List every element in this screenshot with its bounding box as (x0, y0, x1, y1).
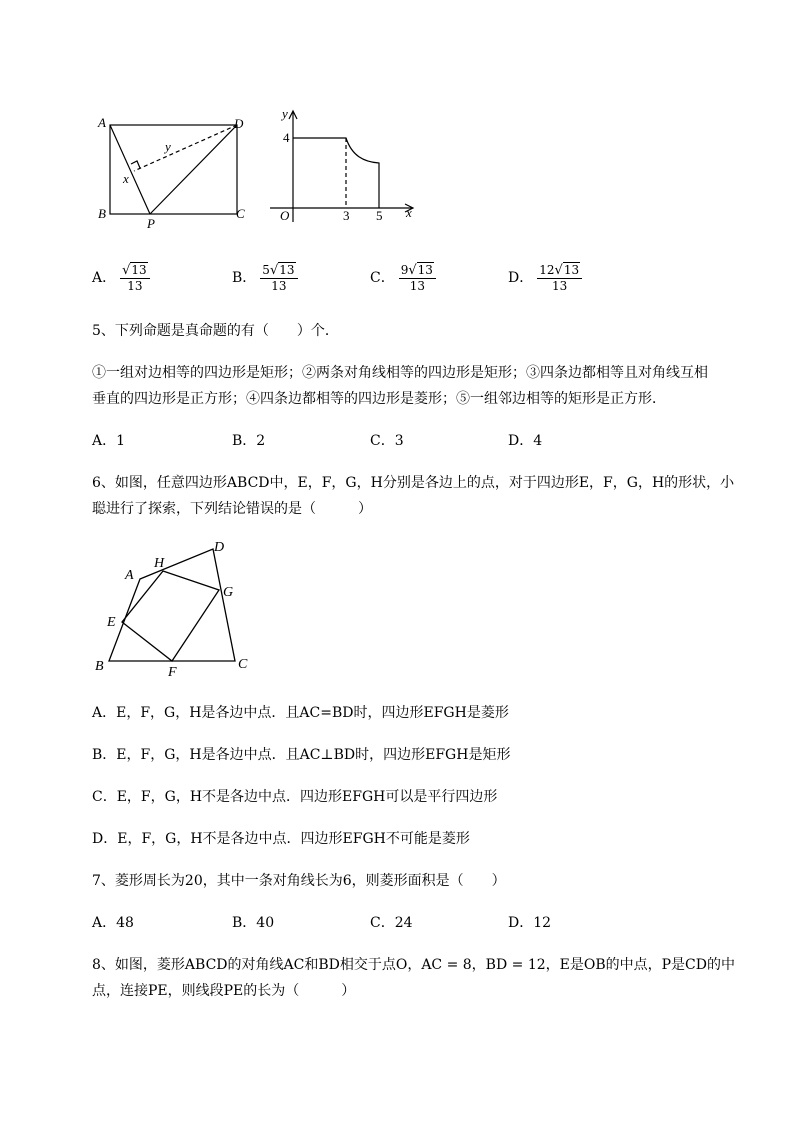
q7-option-d[interactable]: D．12 (508, 915, 552, 931)
graph-label-y: y (282, 106, 288, 121)
q7-option-c[interactable]: C．24 (370, 915, 413, 931)
graph-tick-3: 3 (343, 208, 350, 223)
fraction: 9 √ 13 13 (399, 262, 436, 294)
q4-option-a[interactable]: A． √ 13 13 (92, 262, 150, 294)
perpendicular-dy (134, 125, 237, 171)
q5-body-line1: ①一组对边相等的四边形是矩形；②两条对角线相等的四边形是矩形；③四条边都相等且对角线互相 (92, 365, 708, 381)
label-y: y (165, 139, 171, 154)
q8-stem-line1: 8、如图，菱形ABCD的对角线AC和BD相交于点O，AC = 8，BD = 12，E是OB的中点，P是CD的中 (92, 957, 735, 973)
q6-stem-line2: 聪进行了探索，下列结论错误的是（ ） (92, 501, 372, 517)
q6-option-c[interactable]: C．E，F，G，H不是各边中点．四边形EFGH可以是平行四边形 (92, 789, 498, 805)
rectangle-figure (92, 110, 257, 235)
fig6-label-e: E (107, 615, 116, 630)
fig6-label-c: C (238, 657, 248, 672)
segment-pd (150, 125, 237, 214)
graph-label-x: x (406, 205, 412, 220)
segment-ap (110, 125, 150, 214)
q7-stem: 7、菱形周长为20，其中一条对角线长为6，则菱形面积是（ ） (92, 873, 506, 889)
graph-curve (293, 138, 379, 208)
q5-stem: 5、下列命题是真命题的有（ ）个． (92, 323, 339, 339)
fig6-label-h: H (154, 556, 165, 571)
right-angle-mark (131, 161, 140, 168)
q5-option-c[interactable]: C．3 (370, 433, 404, 449)
fraction: √ 13 13 (120, 262, 150, 294)
fig6-label-f: F (168, 665, 177, 680)
fraction: 5 √ 13 13 (260, 262, 297, 294)
label-p: P (147, 216, 155, 231)
q5-option-a[interactable]: A．1 (92, 433, 126, 449)
q4-option-b[interactable]: B． 5 √ 13 13 (232, 262, 298, 294)
q6-option-a[interactable]: A．E，F，G，H是各边中点．且AC=BD时，四边形EFGH是菱形 (92, 705, 509, 721)
fig6-label-d: D (214, 540, 225, 555)
q6-stem-line1: 6、如图，任意四边形ABCD中，E，F，G，H分别是各边上的点，对于四边形E，F，G，H的形状，小 (92, 475, 735, 491)
q5-option-d[interactable]: D．4 (508, 433, 543, 449)
q4-option-d[interactable]: D． 12 √ 13 13 (508, 262, 582, 294)
q6-option-b[interactable]: B．E，F，G，H是各边中点．且AC⊥BD时，四边形EFGH是矩形 (92, 747, 511, 763)
graph-tick-5: 5 (376, 208, 383, 223)
q4-option-c[interactable]: C． 9 √ 13 13 (370, 262, 436, 294)
label-d: D (234, 116, 244, 131)
fraction: 12 √ 13 13 (537, 262, 582, 294)
label-c: C (236, 206, 245, 221)
q5-option-b[interactable]: B．2 (232, 433, 266, 449)
quadrilateral-abcd (109, 549, 235, 661)
graph-label-origin: O (280, 208, 290, 223)
function-graph (268, 104, 418, 230)
fig6-label-a: A (125, 568, 134, 583)
q5-body-line2: 垂直的四边形是正方形；④四条边都相等的四边形是菱形；⑤一组邻边相等的矩形是正方形． (92, 391, 666, 407)
q7-option-b[interactable]: B．40 (232, 915, 275, 931)
label-b: B (98, 206, 106, 221)
fig6-label-g: G (223, 585, 234, 600)
fig6-label-b: B (95, 659, 104, 674)
label-x: x (123, 171, 129, 186)
rectangle-abcd (110, 125, 237, 214)
label-a: A (98, 115, 106, 130)
q7-option-a[interactable]: A．48 (92, 915, 134, 931)
q8-stem-line2: 点，连接PE，则线段PE的长为（ ） (92, 983, 356, 999)
quadrilateral-figure (92, 535, 262, 680)
graph-tick-4: 4 (283, 130, 290, 145)
quadrilateral-efgh (122, 571, 219, 661)
q6-option-d[interactable]: D．E，F，G，H不是各边中点．四边形EFGH不可能是菱形 (92, 831, 470, 847)
